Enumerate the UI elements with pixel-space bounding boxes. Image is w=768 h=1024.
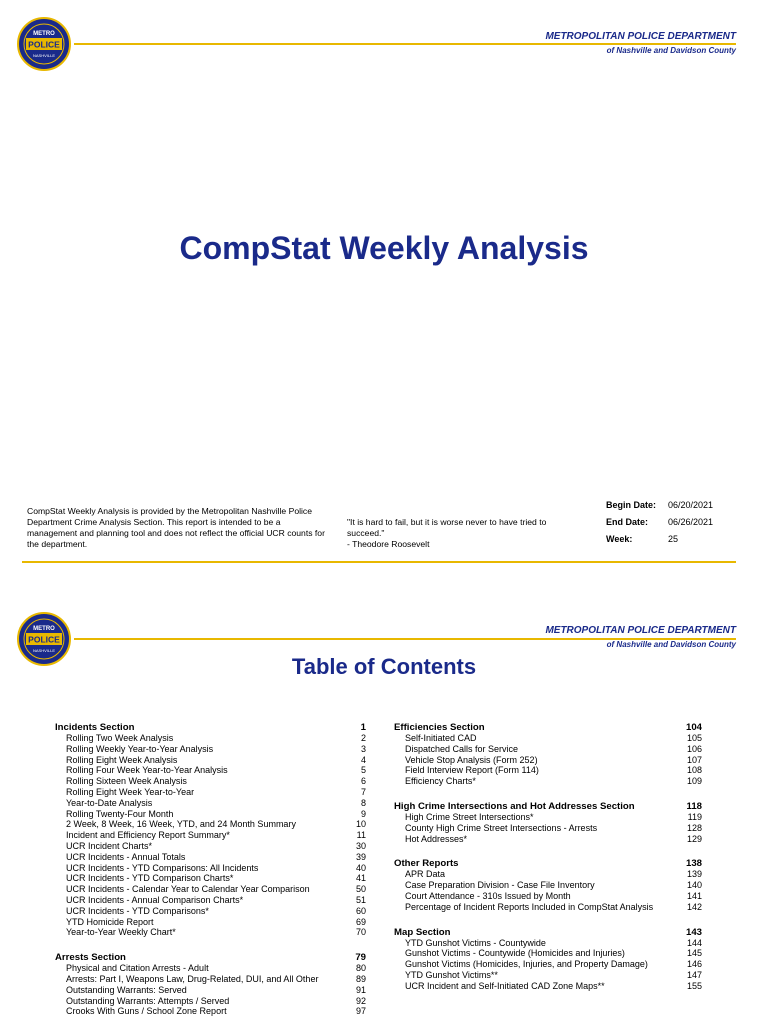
toc-entry-page: 145	[686, 948, 702, 959]
svg-text:NASHVILLE: NASHVILLE	[32, 648, 56, 653]
svg-text:METRO: METRO	[33, 626, 55, 632]
svg-text:POLICE: POLICE	[28, 634, 60, 645]
toc-entry[interactable]	[55, 895, 366, 906]
toc-entry[interactable]	[394, 981, 702, 992]
toc-entry-page: 8	[360, 797, 366, 808]
toc-left-column	[55, 722, 366, 1017]
toc-entry-title: Efficiency Charts*	[405, 776, 476, 787]
toc-entry[interactable]	[55, 863, 366, 874]
toc-section-page: 143	[685, 926, 702, 938]
toc-section-title: Map Section	[394, 926, 451, 938]
toc-entry[interactable]	[55, 765, 366, 776]
toc-page	[0, 600, 768, 1024]
toc-entry-page: 69	[355, 916, 366, 927]
toc-section-title: Incidents Section	[55, 722, 135, 733]
toc-entry[interactable]	[55, 974, 366, 985]
toc-entry[interactable]	[55, 819, 366, 830]
toc-entry-page: 105	[686, 733, 702, 743]
svg-text:POLICE: POLICE	[28, 39, 60, 50]
toc-entry-page: 80	[355, 963, 366, 974]
toc-entry-title: County High Crime Street Intersections - Arrests	[405, 822, 598, 833]
toc-entry[interactable]	[394, 970, 702, 981]
toc-entry-title: UCR Incident Charts*	[66, 840, 153, 851]
report-meta	[606, 496, 713, 547]
toc-entry[interactable]	[55, 917, 366, 928]
toc-entry-page: 50	[355, 884, 366, 895]
toc-entry-page: 2	[360, 733, 366, 743]
toc-entry[interactable]	[55, 755, 366, 766]
toc-entry-title: Year-to-Year Weekly Chart*	[66, 927, 176, 938]
toc-section-page: 1	[360, 722, 366, 733]
toc-entry[interactable]	[55, 830, 366, 841]
toc-entry-title: YTD Gunshot Victims - Countywide	[405, 937, 546, 948]
toc-entry[interactable]	[394, 834, 702, 845]
quote	[347, 517, 577, 550]
toc-entry-page: 4	[360, 754, 366, 765]
toc-entry-page: 147	[686, 969, 702, 980]
toc-entry[interactable]	[55, 744, 366, 755]
toc-entry-title: Vehicle Stop Analysis (Form 252)	[405, 754, 538, 765]
toc-entry[interactable]	[55, 733, 366, 744]
toc-entry-page: 107	[686, 754, 702, 765]
toc-entry-title: UCR Incidents - Calendar Year to Calendar Year Comparison	[66, 884, 310, 895]
toc-entry[interactable]	[394, 755, 702, 766]
toc-section-arrests-section[interactable]	[55, 952, 366, 963]
toc-entry-page: 140	[686, 880, 702, 891]
toc-entry[interactable]	[394, 869, 702, 880]
toc-entry[interactable]	[55, 996, 366, 1007]
toc-entry[interactable]	[394, 959, 702, 970]
toc-entry-title: Arrests: Part I, Weapons Law, Drug-Related, DUI, and All Other	[66, 973, 319, 984]
toc-entry-page: 89	[355, 973, 366, 984]
toc-entry-title: Percentage of Incident Reports Included in CompStat Analysis	[405, 901, 654, 912]
toc-entry[interactable]	[55, 787, 366, 798]
toc-entry-title: Physical and Citation Arrests - Adult	[66, 963, 209, 974]
toc-entry[interactable]	[394, 948, 702, 959]
toc-entry-page: 30	[355, 840, 366, 851]
end-date-label: End Date:	[606, 516, 649, 527]
toc-entry-page: 39	[355, 851, 366, 862]
toc-entry-page: 146	[686, 959, 702, 970]
toc-entry-page: 155	[686, 980, 702, 991]
toc-section-high-crime-intersections-and-hot-addresses-section[interactable]	[394, 801, 702, 812]
toc-right-column	[394, 722, 702, 992]
toc-entry-page: 97	[355, 1006, 366, 1017]
toc-entry-page: 139	[686, 869, 702, 880]
toc-entry-page: 129	[686, 833, 702, 844]
toc-entry[interactable]	[55, 852, 366, 863]
toc-entry[interactable]	[55, 1006, 366, 1017]
toc-section-efficiencies-section[interactable]	[394, 722, 702, 733]
toc-entry-title: Rolling Eight Week Year-to-Year	[66, 786, 195, 797]
toc-entry-page: 70	[355, 927, 366, 938]
toc-entry[interactable]	[394, 733, 702, 744]
department-name: METROPOLITAN POLICE DEPARTMENT	[545, 625, 736, 636]
toc-entry-title: APR Data	[405, 869, 446, 880]
page-title: CompStat Weekly Analysis	[179, 230, 589, 266]
toc-entry-title: UCR Incidents - YTD Comparisons*	[66, 905, 209, 916]
toc-entry-title: YTD Homicide Report	[66, 916, 154, 927]
begin-date-value: 06/20/2021	[668, 499, 714, 510]
toc-entry-title: Gunshot Victims - Countywide (Homicides and Injuries)	[405, 948, 625, 959]
week-value: 25	[668, 533, 679, 544]
toc-entry-page: 51	[355, 894, 366, 905]
begin-date-row	[606, 496, 713, 513]
toc-entry[interactable]	[394, 902, 702, 913]
svg-text:METRO: METRO	[33, 31, 55, 37]
toc-entry-page: 142	[686, 901, 702, 912]
toc-section-incidents-section[interactable]	[55, 722, 366, 733]
toc-entry[interactable]	[55, 906, 366, 917]
toc-entry[interactable]	[55, 927, 366, 938]
toc-entry-page: 92	[355, 995, 366, 1006]
toc-section-page: 104	[685, 722, 702, 733]
toc-entry-title: Incident and Efficiency Report Summary*	[66, 830, 230, 841]
toc-entry-title: High Crime Street Intersections*	[405, 811, 534, 822]
toc-entry-title: Rolling Two Week Analysis	[66, 733, 174, 743]
toc-entry-page: 3	[360, 743, 366, 754]
toc-entry-title: UCR Incidents - YTD Comparison Charts*	[66, 873, 234, 884]
county-name: of Nashville and Davidson County	[606, 640, 736, 649]
toc-entry[interactable]	[394, 823, 702, 834]
toc-entry-page: 60	[355, 905, 366, 916]
toc-entry[interactable]	[394, 812, 702, 823]
toc-entry-page: 7	[360, 786, 366, 797]
toc-entry[interactable]	[55, 963, 366, 974]
toc-entry-page: 128	[686, 822, 702, 833]
toc-section-title: High Crime Intersections and Hot Addresses Section	[394, 800, 635, 812]
toc-section-title: Other Reports	[394, 858, 459, 870]
toc-entry[interactable]	[55, 884, 366, 895]
toc-entry-title: YTD Gunshot Victims**	[405, 969, 498, 980]
toc-entry[interactable]	[55, 776, 366, 787]
toc-section-title: Arrests Section	[55, 952, 126, 964]
toc-entry[interactable]	[55, 798, 366, 809]
county-name: of Nashville and Davidson County	[606, 46, 736, 55]
toc-entry[interactable]	[55, 873, 366, 884]
toc-entry[interactable]	[55, 841, 366, 852]
toc-entry-page: 108	[686, 765, 702, 776]
toc-entry-title: Self-Initiated CAD	[405, 733, 477, 743]
toc-entry-page: 41	[355, 873, 366, 884]
toc-entry-page: 119	[687, 811, 702, 822]
toc-entry-title: Rolling Sixteen Week Analysis	[66, 776, 187, 787]
week-label: Week:	[606, 533, 633, 544]
footer-rule	[22, 561, 736, 563]
svg-text:NASHVILLE: NASHVILLE	[32, 53, 56, 58]
toc-entry-title: Dispatched Calls for Service	[405, 743, 519, 754]
toc-entry[interactable]	[394, 744, 702, 755]
quote-text: "It is hard to fail, but it is worse never to have tried to succeed."	[347, 517, 547, 538]
report-description: CompStat Weekly Analysis is provided by the Metropolitan Nashville Police Department Crime Analysis Section. This report is intended to be a management and planning tool and does not reflect the official UCR counts for the department.	[27, 506, 325, 549]
begin-date-label: Begin Date:	[606, 499, 657, 510]
end-date-row	[606, 513, 713, 530]
toc-entry-title: UCR Incidents - YTD Comparisons: All Incidents	[66, 862, 259, 873]
toc-entry-page: 144	[686, 937, 702, 948]
toc-entry[interactable]	[55, 985, 366, 996]
week-row	[606, 530, 713, 547]
toc-entry-title: Year-to-Date Analysis	[66, 797, 153, 808]
toc-section-page: 118	[686, 800, 702, 812]
toc-entry-title: Rolling Four Week Year-to-Year Analysis	[66, 765, 228, 776]
toc-entry[interactable]	[394, 765, 702, 776]
toc-entry-page: 91	[355, 984, 366, 995]
toc-section-title: Efficiencies Section	[394, 722, 485, 733]
toc-entry-title: Court Attendance - 310s Issued by Month	[405, 890, 571, 901]
toc-entry-page: 109	[686, 776, 702, 787]
toc-entry[interactable]	[394, 776, 702, 787]
toc-entry-title: UCR Incident and Self-Initiated CAD Zone Maps**	[405, 980, 605, 991]
toc-entry[interactable]	[394, 891, 702, 902]
police-badge-logo	[17, 17, 71, 71]
toc-section-page: 79	[355, 952, 366, 964]
toc-entry-title: 2 Week, 8 Week, 16 Week, YTD, and 24 Month Summary	[66, 819, 296, 830]
toc-title: Table of Contents	[291, 654, 477, 679]
toc-entry[interactable]	[394, 938, 702, 949]
quote-author: - Theodore Roosevelt	[347, 539, 430, 549]
header-rule	[74, 43, 736, 45]
toc-section-map-section[interactable]	[394, 927, 702, 938]
toc-entry-page: 10	[355, 819, 366, 830]
toc-section-page: 138	[685, 858, 702, 870]
toc-entry-title: Rolling Twenty-Four Month	[66, 808, 174, 819]
toc-entry-title: Outstanding Warrants: Attempts / Served	[66, 995, 230, 1006]
toc-entry-title: UCR Incidents - Annual Comparison Charts*	[66, 894, 244, 905]
toc-entry-title: UCR Incidents - Annual Totals	[66, 851, 186, 862]
toc-entry-title: Field Interview Report (Form 114)	[405, 765, 539, 776]
toc-entry-page: 11	[356, 830, 366, 841]
toc-entry-page: 6	[360, 776, 366, 787]
department-name: METROPOLITAN POLICE DEPARTMENT	[545, 31, 736, 42]
toc-entry-title: Rolling Weekly Year-to-Year Analysis	[66, 743, 214, 754]
end-date-value: 06/26/2021	[668, 516, 714, 527]
toc-entry-title: Rolling Eight Week Analysis	[66, 754, 178, 765]
toc-entry-title: Crooks With Guns / School Zone Report	[66, 1006, 227, 1017]
toc-entry[interactable]	[394, 880, 702, 891]
toc-entry-title: Case Preparation Division - Case File Inventory	[405, 880, 595, 891]
toc-entry-page: 5	[360, 765, 366, 776]
toc-entry-page: 40	[355, 862, 366, 873]
toc-entry-page: 141	[686, 890, 702, 901]
toc-entry[interactable]	[55, 809, 366, 820]
toc-section-other-reports[interactable]	[394, 858, 702, 869]
toc-entry-title: Gunshot Victims (Homicides, Injuries, and Property Damage)	[405, 959, 648, 970]
toc-entry-title: Outstanding Warrants: Served	[66, 984, 187, 995]
toc-entry-title: Hot Addresses*	[405, 833, 468, 844]
toc-entry-page: 9	[360, 808, 366, 819]
toc-entry-page: 106	[686, 743, 702, 754]
